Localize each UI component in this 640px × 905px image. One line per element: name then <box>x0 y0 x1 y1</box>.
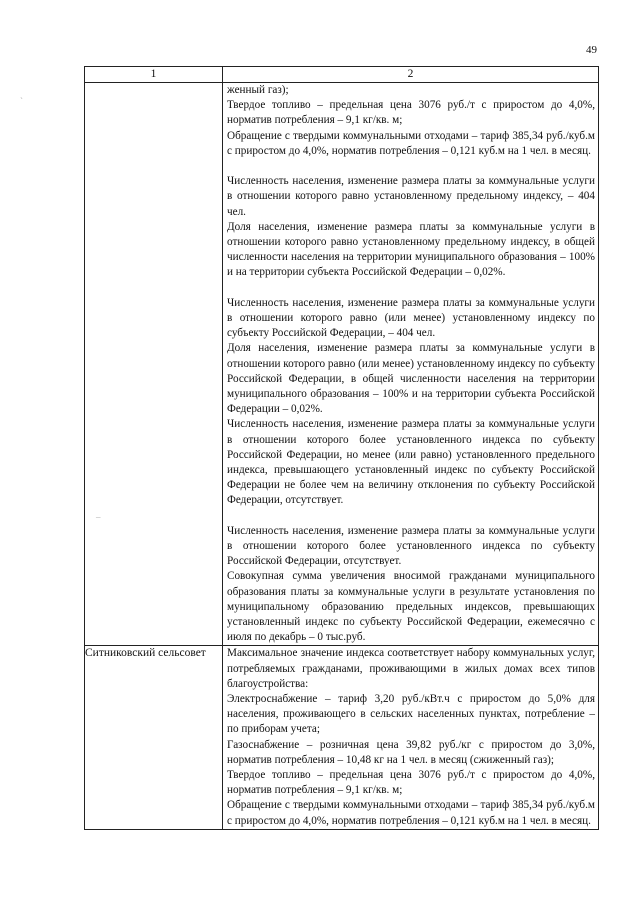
paragraph: Максимальное значение индекса соответствует набору коммунальных услуг, потребляемых гражданами, проживающими в жилых домах всех типов благоустройства: <box>227 647 595 690</box>
paragraph: Доля населения, изменение размера платы за коммунальные услуги в отношении которого равно установленному предельному индексу, в общей численности населения на территории муниципального образования – 100% и на территории субъекта Российской Федерации – 0,02%. <box>227 220 595 279</box>
row-content-cell <box>223 646 599 829</box>
paragraph: Электроснабжение – тариф 3,20 руб./кВт.ч с приростом до 5,0% для населения, проживающего в сельских населенных пунктах, потребление – по приборам учета; <box>227 692 595 736</box>
column-header-2: 2 <box>223 67 599 83</box>
paragraph: Численность населения, изменение размера платы за коммунальные услуги в отношении которого равно установленному предельному индексу, – 404 чел. <box>227 175 595 218</box>
page-number: 49 <box>586 44 597 56</box>
row-content-cell <box>223 83 599 646</box>
paragraph: Доля населения, изменение размера платы за коммунальные услуги в отношении которого равно (или менее) установленному индексу по субъекту Российской Федерации, в общей численности населения на территории муниципального образования – 100% и на территории субъекта Российской Федерации – 0,02%. <box>227 342 595 416</box>
column-header-1: 1 <box>85 67 223 83</box>
row-label-cell <box>85 83 223 646</box>
municipality-name: Ситниковский сельсовет <box>85 646 223 829</box>
paragraph: Твердое топливо – предельная цена 3076 руб./т с приростом до 4,0%, норматив потребления – 9,1 кг/кв. м; <box>227 768 595 797</box>
paragraph: Обращение с твердыми коммунальными отходами – тариф 385,34 руб./куб.м с приростом до 4,0%, норматив потребления – 0,121 куб.м на 1 чел. в месяц. <box>227 799 595 827</box>
scan-mark: ˋ <box>20 96 23 106</box>
paragraph: женный газ); <box>227 84 289 96</box>
table-header-row <box>85 67 599 83</box>
paragraph: Обращение с твердыми коммунальными отходами – тариф 385,34 руб./куб.м с приростом до 4,0%, норматив потребления – 0,121 куб.м на 1 чел. в месяц. <box>227 129 595 157</box>
scan-mark: – <box>96 512 101 522</box>
paragraph: Газоснабжение – розничная цена 39,82 руб./кг с приростом до 3,0%, норматив потребления – 10,48 кг на 1 чел. в месяц (сжиженный газ); <box>227 738 595 766</box>
document-table <box>84 66 599 830</box>
paragraph: Численность населения, изменение размера платы за коммунальные услуги в отношении которого более установленного индекса по субъекту Российской Федерации, но менее (или равно) установленного предельного индекса, превышающего установленный индекс по субъекту Российской Федерации не более чем на величину отклонения по субъекту Российской Федерации, отсутствует. <box>227 418 595 507</box>
table-row <box>85 646 599 829</box>
paragraph: Численность населения, изменение размера платы за коммунальные услуги в отношении которого равно (или менее) установленному индексу по субъекту Российской Федерации, – 404 чел. <box>227 296 595 340</box>
paragraph: Твердое топливо – предельная цена 3076 руб./т с приростом до 4,0%, норматив потребления – 9,1 кг/кв. м; <box>227 99 595 127</box>
paragraph: Численность населения, изменение размера платы за коммунальные услуги в отношении которого более установленного индекса по субъекту Российской Федерации, отсутствует. <box>227 524 595 568</box>
paragraph: Совокупная сумма увеличения вносимой гражданами муниципального образования платы за коммунальные услуги в результате установления по муниципальному образованию предельных индексов, превышающих установленный индекс по субъекту Российской Федерации, ежемесячно с июля по декабрь – 0 тыс.руб. <box>227 570 595 644</box>
table-row <box>85 83 599 646</box>
